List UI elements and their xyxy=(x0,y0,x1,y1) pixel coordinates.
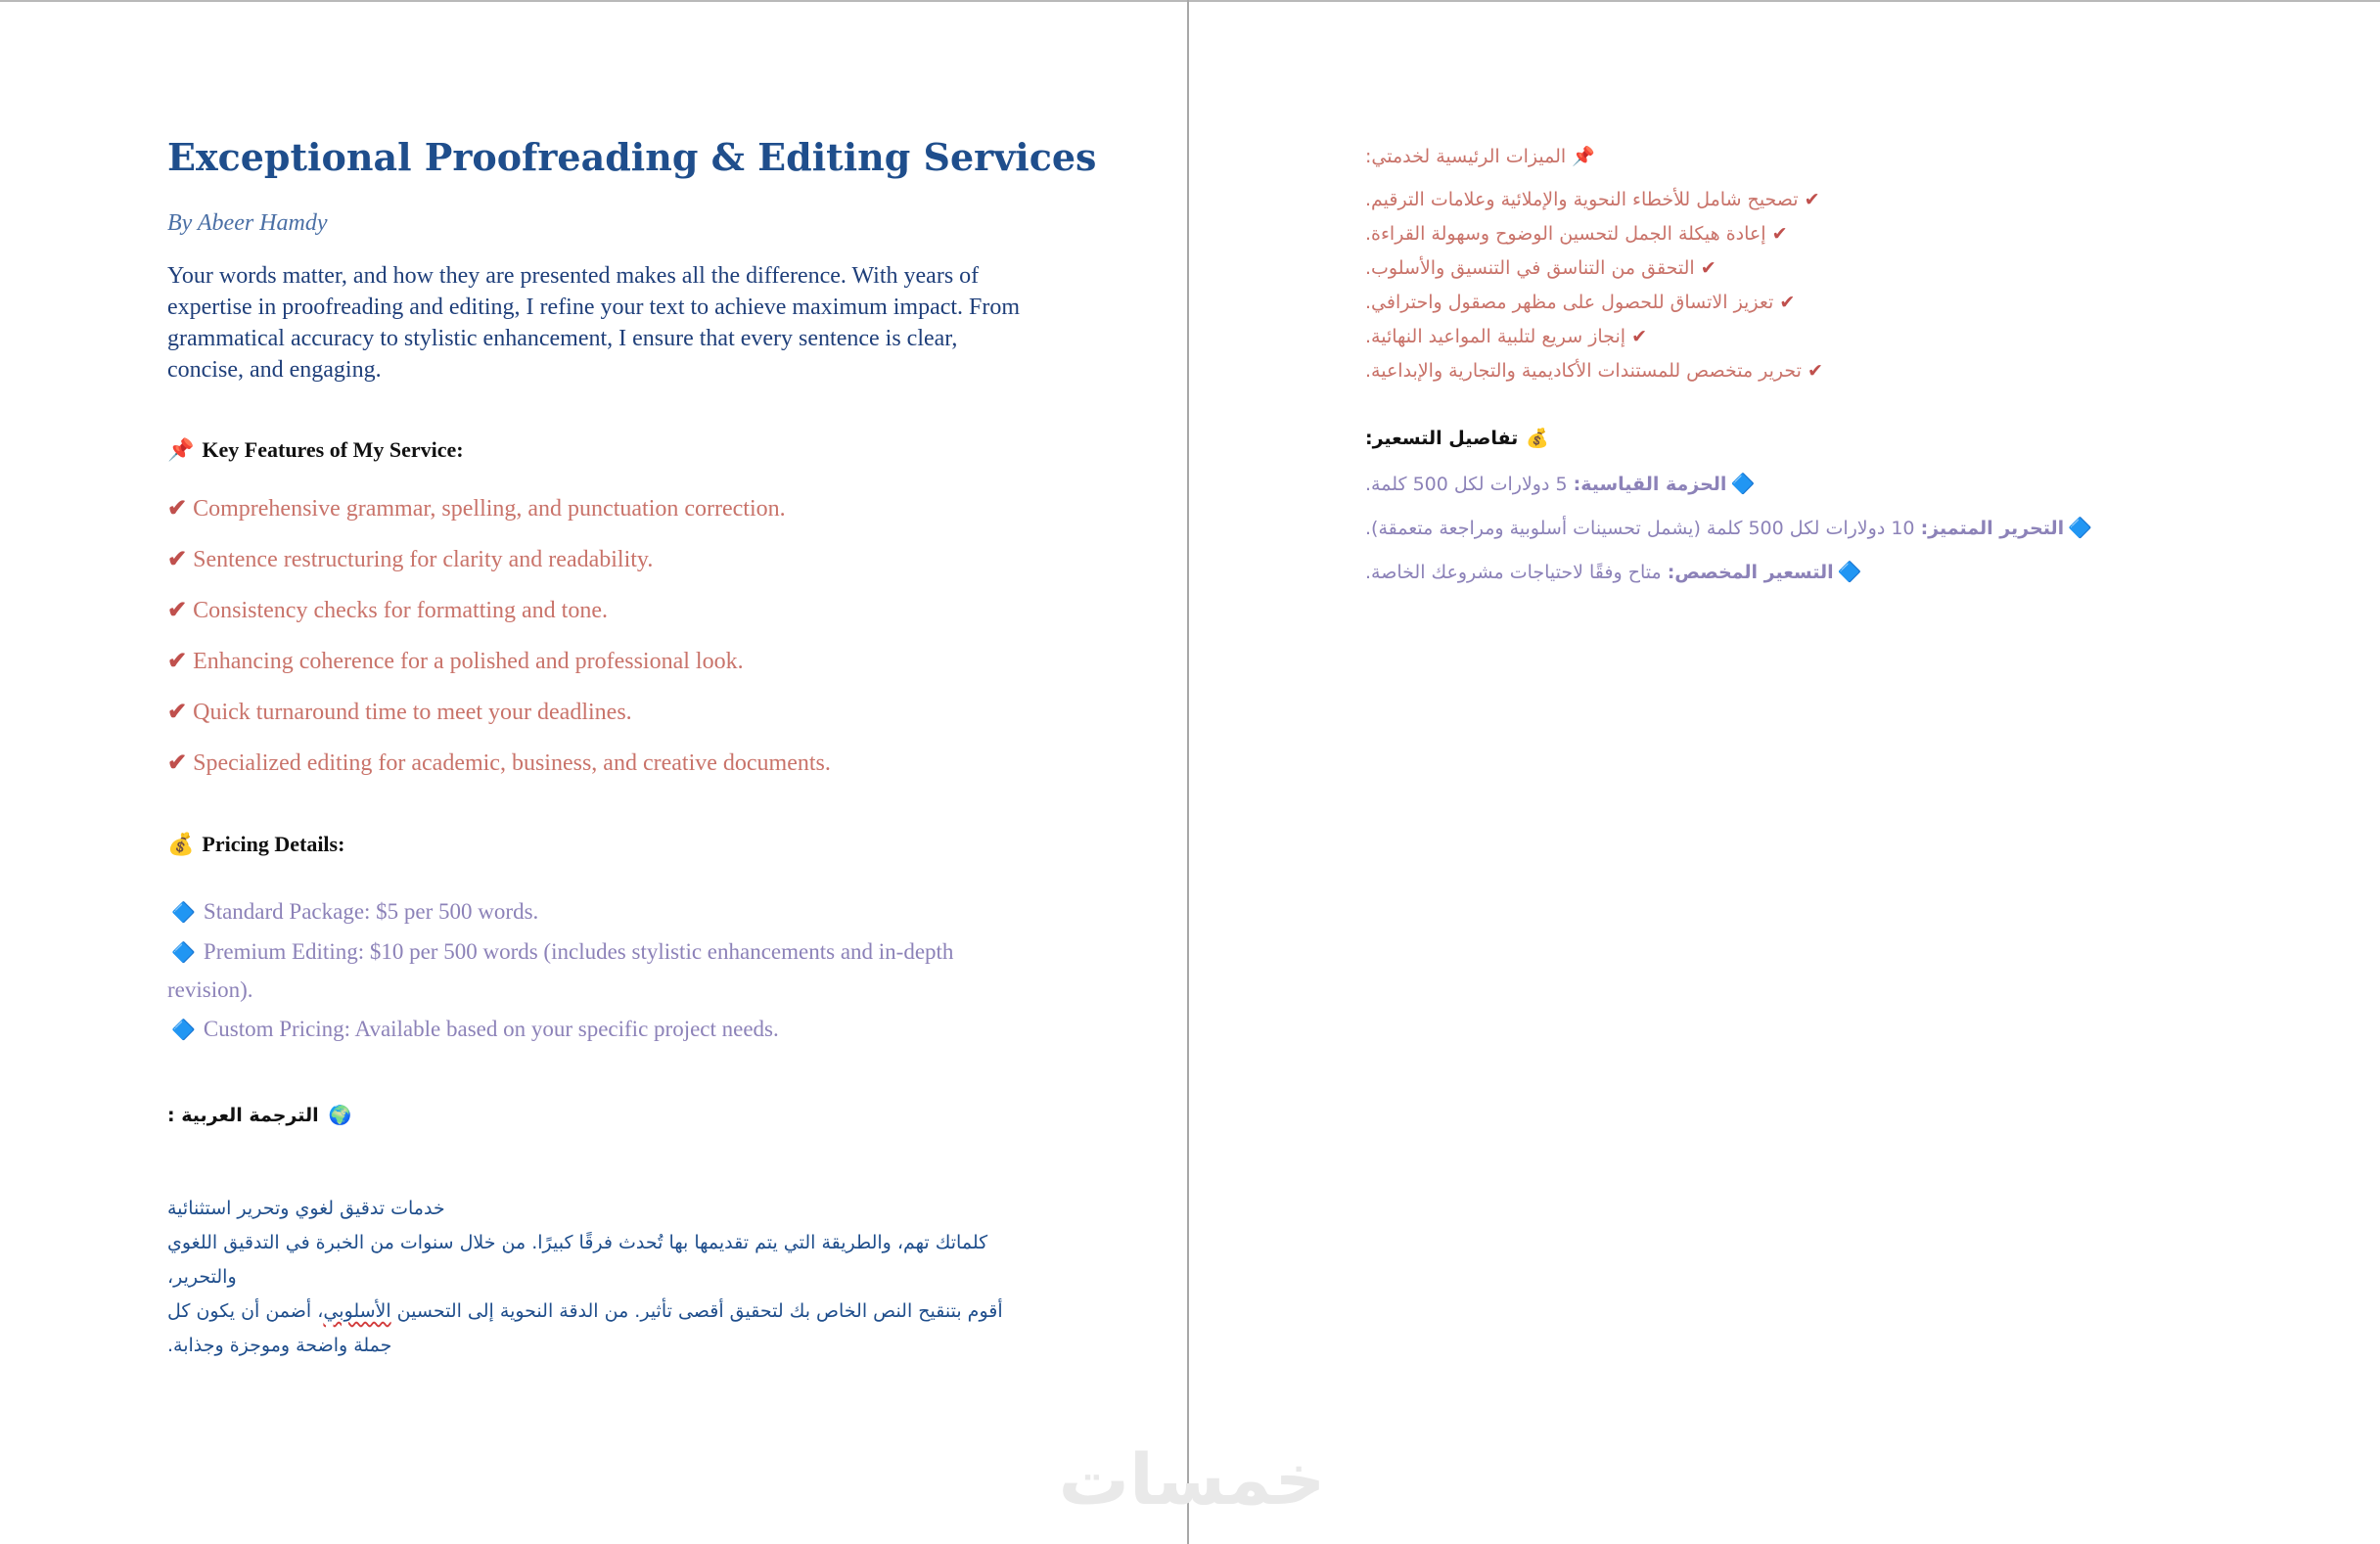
arabic-heading-text: الترجمة العربية : xyxy=(167,1104,319,1126)
arabic-line: خدمات تدقيق لغوي وتحرير استثنائية xyxy=(167,1198,445,1219)
arabic-features-list xyxy=(1365,184,1823,389)
list-item: ✔ إعادة هيكلة الجمل لتحسين الوضوح وسهولة القراءة. xyxy=(1365,223,1788,245)
list-item: ✔ التحقق من التناسق في التنسيق والأسلوب. xyxy=(1365,257,1716,279)
checkmark-icon: ✔ xyxy=(167,649,188,674)
arabic-line: أقوم بتنقيح النص الخاص بك لتحقيق أقصى تأثير. من الدقة النحوية إلى التحسين الأسلوبي، أضمن أن يكون كل جملة واضحة وموجزة وجذابة. xyxy=(167,1300,1003,1356)
checkmark-icon: ✔ xyxy=(167,547,188,572)
list-item: ✔ تصحيح شامل للأخطاء النحوية والإملائية وعلامات الترقيم. xyxy=(1365,189,1820,210)
list-item: ✔ Quick turnaround time to meet your deadlines. xyxy=(167,700,632,725)
list-item: 🔷الحزمة القياسية: 5 دولارات لكل 500 كلمة. xyxy=(1365,472,1756,495)
list-item: 🔷 Premium Editing: $10 per 500 words (includes stylistic enhancements and in-depth revision). xyxy=(167,939,954,1002)
checkmark-icon: ✔ xyxy=(1808,360,1823,382)
checkmark-icon: ✔ xyxy=(1804,189,1820,210)
diamond-icon: 🔷 xyxy=(1837,560,1862,583)
checkmark-icon: ✔ xyxy=(1779,292,1796,313)
diamond-icon: 🔷 xyxy=(2068,516,2093,539)
features-heading-text: Key Features of My Service: xyxy=(202,437,464,462)
spellcheck-flag[interactable]: الأسلوبي xyxy=(323,1300,391,1322)
list-item: 🔷 Custom Pricing: Available based on your specific project needs. xyxy=(171,1017,779,1041)
intro-paragraph: Your words matter, and how they are presented makes all the difference. With years of expertise in proofreading and editing, I refine your text to achieve maximum impact. From grammatical accuracy to stylistic enhancement, I ensure that every sentence is clear, concise, and engaging. xyxy=(167,263,1021,383)
right-page xyxy=(1189,0,2380,1544)
checkmark-icon: ✔ xyxy=(1771,223,1788,245)
arabic-pricing-list xyxy=(1365,466,2100,598)
author-byline: By Abeer Hamdy xyxy=(167,210,328,236)
diamond-icon: 🔷 xyxy=(171,942,196,964)
diamond-icon: 🔷 xyxy=(171,1020,196,1041)
checkmark-icon: ✔ xyxy=(167,700,188,725)
list-item: 🔷التحرير المتميز: 10 دولارات لكل 500 كلمة (يشمل تحسينات أسلوبية ومراجعة متعمقة). xyxy=(1365,516,2093,539)
pricing-list xyxy=(167,893,1029,1051)
left-page xyxy=(0,0,1187,1544)
globe-icon: 🌍 xyxy=(328,1105,352,1126)
arabic-pricing-heading xyxy=(1365,427,1549,449)
list-item: 🔷التسعير المخصص: متاح وفقًا لاحتياجات مشروعك الخاصة. xyxy=(1365,560,1862,583)
checkmark-icon: ✔ xyxy=(1700,257,1716,279)
watermark-logo: خمسات xyxy=(1058,1438,1326,1521)
arabic-line: كلماتك تهم، والطريقة التي يتم تقديمها بها تُحدث فرقًا كبيرًا. من خلال سنوات من الخبرة في التدقيق اللغوي والتحرير، xyxy=(167,1232,988,1288)
diamond-icon: 🔷 xyxy=(171,902,196,924)
list-item: ✔ Comprehensive grammar, spelling, and punctuation correction. xyxy=(167,496,786,522)
features-list xyxy=(167,491,831,796)
document-title: Exceptional Proofreading & Editing Services xyxy=(167,135,1097,179)
list-item: ✔ Specialized editing for academic, business, and creative documents. xyxy=(167,750,831,776)
checkmark-icon: ✔ xyxy=(167,496,188,522)
arabic-features-heading: 📌 الميزات الرئيسية لخدمتي: xyxy=(1365,146,1595,167)
list-item: 🔷 Standard Package: $5 per 500 words. xyxy=(171,899,539,924)
arabic-translation-body xyxy=(167,1192,1019,1363)
pushpin-icon: 📌 xyxy=(167,437,195,462)
list-item: ✔ Enhancing coherence for a polished and professional look. xyxy=(167,649,744,674)
diamond-icon: 🔷 xyxy=(1730,472,1756,495)
checkmark-icon: ✔ xyxy=(167,750,188,776)
pricing-heading xyxy=(167,832,344,857)
checkmark-icon: ✔ xyxy=(1631,326,1647,347)
list-item: ✔ تحرير متخصص للمستندات الأكاديمية والتجارية والإبداعية. xyxy=(1365,360,1823,382)
list-item: ✔ Sentence restructuring for clarity and readability. xyxy=(167,547,654,572)
money-bag-icon: 💰 xyxy=(1526,428,1549,449)
arabic-translation-heading xyxy=(167,1104,351,1126)
money-bag-icon: 💰 xyxy=(167,832,195,856)
list-item: ✔ إنجاز سريع لتلبية المواعيد النهائية. xyxy=(1365,326,1647,347)
checkmark-icon: ✔ xyxy=(167,598,188,623)
arabic-pricing-heading-text: تفاصيل التسعير: xyxy=(1365,427,1519,449)
features-heading xyxy=(167,437,464,463)
list-item: ✔ Consistency checks for formatting and tone. xyxy=(167,598,608,623)
pricing-heading-text: Pricing Details: xyxy=(202,832,345,856)
list-item: ✔ تعزيز الاتساق للحصول على مظهر مصقول واحترافي. xyxy=(1365,292,1796,313)
